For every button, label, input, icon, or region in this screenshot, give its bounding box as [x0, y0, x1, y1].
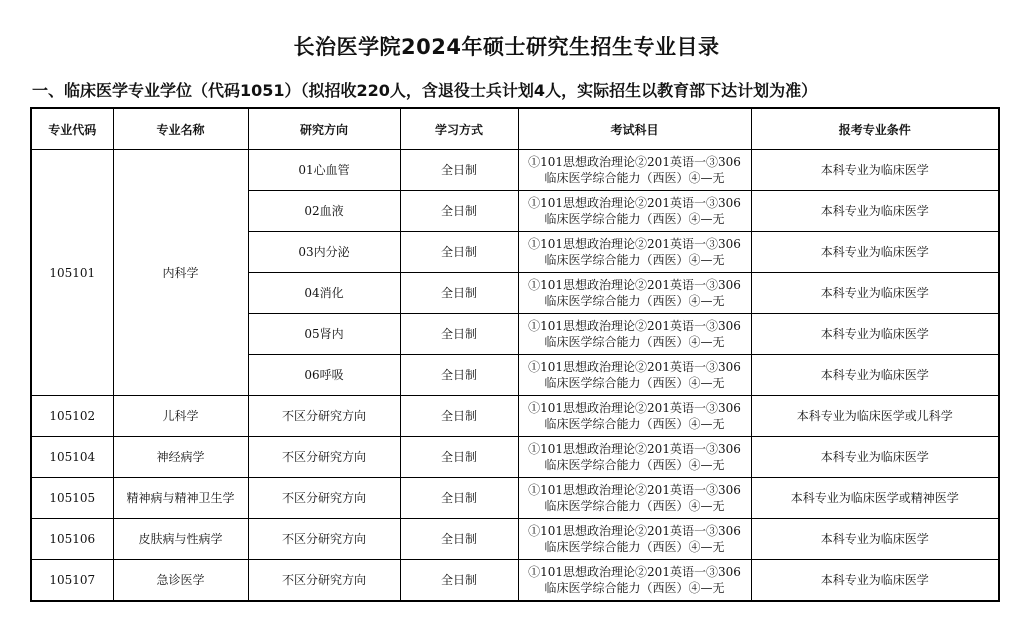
- study-mode: 全日制: [400, 314, 518, 355]
- study-mode: 全日制: [400, 150, 518, 191]
- research-direction: 06呼吸: [248, 355, 400, 396]
- major-name: 儿科学: [113, 396, 248, 437]
- header-direction: 研究方向: [248, 108, 400, 150]
- major-name: 内科学: [113, 150, 248, 396]
- exam-subjects: [518, 519, 751, 560]
- exam-subjects: [518, 355, 751, 396]
- exam-subjects-line: ①101思想政治理论②201英语一③306: [528, 524, 741, 538]
- major-code: 105106: [31, 519, 113, 560]
- header-mode: 学习方式: [400, 108, 518, 150]
- exam-subjects-line: ①101思想政治理论②201英语一③306: [528, 565, 741, 579]
- page-title: 长治医学院2024年硕士研究生招生专业目录: [293, 35, 720, 59]
- exam-subjects-line: 临床医学综合能力（西医）④—无: [544, 458, 725, 472]
- study-mode: 全日制: [400, 478, 518, 519]
- exam-subjects-line: ①101思想政治理论②201英语一③306: [528, 196, 741, 210]
- application-condition: 本科专业为临床医学: [751, 273, 999, 314]
- exam-subjects: [518, 560, 751, 602]
- exam-subjects-line: ①101思想政治理论②201英语一③306: [528, 278, 741, 292]
- application-condition: 本科专业为临床医学: [751, 191, 999, 232]
- application-condition: 本科专业为临床医学或儿科学: [751, 396, 999, 437]
- exam-subjects-line: ①101思想政治理论②201英语一③306: [528, 483, 741, 497]
- application-condition: 本科专业为临床医学: [751, 232, 999, 273]
- major-code: 105105: [31, 478, 113, 519]
- exam-subjects-line: 临床医学综合能力（西医）④—无: [544, 253, 725, 267]
- research-direction: 02血液: [248, 191, 400, 232]
- exam-subjects-line: 临床医学综合能力（西医）④—无: [544, 499, 725, 513]
- exam-subjects-line: 临床医学综合能力（西医）④—无: [544, 294, 725, 308]
- section-heading: 一、临床医学专业学位（代码1051）（拟招收220人，含退役士兵计划4人，实际招生以教育部下达计划为准）: [32, 81, 818, 100]
- table-row: [31, 560, 999, 602]
- research-direction: 01心血管: [248, 150, 400, 191]
- exam-subjects-line: 临床医学综合能力（西医）④—无: [544, 581, 725, 595]
- exam-subjects: [518, 191, 751, 232]
- study-mode: 全日制: [400, 560, 518, 602]
- table-row: [31, 396, 999, 437]
- application-condition: 本科专业为临床医学: [751, 437, 999, 478]
- major-code: 105107: [31, 560, 113, 602]
- exam-subjects: [518, 314, 751, 355]
- major-name: 神经病学: [113, 437, 248, 478]
- major-name: 急诊医学: [113, 560, 248, 602]
- study-mode: 全日制: [400, 437, 518, 478]
- study-mode: 全日制: [400, 191, 518, 232]
- exam-subjects-line: 临床医学综合能力（西医）④—无: [544, 212, 725, 226]
- header-code: 专业代码: [31, 108, 113, 150]
- major-name: 精神病与精神卫生学: [113, 478, 248, 519]
- research-direction: 不区分研究方向: [248, 396, 400, 437]
- study-mode: 全日制: [400, 273, 518, 314]
- header-name: 专业名称: [113, 108, 248, 150]
- major-code: 105101: [31, 150, 113, 396]
- research-direction: 不区分研究方向: [248, 478, 400, 519]
- major-name: 皮肤病与性病学: [113, 519, 248, 560]
- application-condition: 本科专业为临床医学: [751, 355, 999, 396]
- exam-subjects-line: 临床医学综合能力（西医）④—无: [544, 376, 725, 390]
- exam-subjects-line: ①101思想政治理论②201英语一③306: [528, 155, 741, 169]
- table-row: [31, 478, 999, 519]
- table-row: [31, 437, 999, 478]
- research-direction: 不区分研究方向: [248, 519, 400, 560]
- study-mode: 全日制: [400, 232, 518, 273]
- study-mode: 全日制: [400, 396, 518, 437]
- research-direction: 03内分泌: [248, 232, 400, 273]
- study-mode: 全日制: [400, 355, 518, 396]
- table-row: [31, 150, 999, 191]
- application-condition: 本科专业为临床医学: [751, 314, 999, 355]
- study-mode: 全日制: [400, 519, 518, 560]
- exam-subjects: [518, 396, 751, 437]
- exam-subjects-line: 临床医学综合能力（西医）④—无: [544, 171, 725, 185]
- table-row: [31, 519, 999, 560]
- exam-subjects: [518, 150, 751, 191]
- application-condition: 本科专业为临床医学或精神医学: [751, 478, 999, 519]
- research-direction: 04消化: [248, 273, 400, 314]
- exam-subjects: [518, 478, 751, 519]
- application-condition: 本科专业为临床医学: [751, 560, 999, 602]
- exam-subjects-line: ①101思想政治理论②201英语一③306: [528, 401, 741, 415]
- research-direction: 不区分研究方向: [248, 437, 400, 478]
- header-condition: 报考专业条件: [751, 108, 999, 150]
- application-condition: 本科专业为临床医学: [751, 150, 999, 191]
- exam-subjects-line: ①101思想政治理论②201英语一③306: [528, 319, 741, 333]
- exam-subjects: [518, 232, 751, 273]
- exam-subjects: [518, 437, 751, 478]
- exam-subjects-line: 临床医学综合能力（西医）④—无: [544, 540, 725, 554]
- exam-subjects: [518, 273, 751, 314]
- major-code: 105104: [31, 437, 113, 478]
- exam-subjects-line: 临床医学综合能力（西医）④—无: [544, 417, 725, 431]
- exam-subjects-line: ①101思想政治理论②201英语一③306: [528, 360, 741, 374]
- research-direction: 不区分研究方向: [248, 560, 400, 602]
- major-code: 105102: [31, 396, 113, 437]
- research-direction: 05肾内: [248, 314, 400, 355]
- exam-subjects-line: ①101思想政治理论②201英语一③306: [528, 237, 741, 251]
- exam-subjects-line: 临床医学综合能力（西医）④—无: [544, 335, 725, 349]
- exam-subjects-line: ①101思想政治理论②201英语一③306: [528, 442, 741, 456]
- application-condition: 本科专业为临床医学: [751, 519, 999, 560]
- catalog-table: [30, 107, 1000, 602]
- table-header-row: [31, 108, 999, 150]
- header-exam-subjects: 考试科目: [518, 108, 751, 150]
